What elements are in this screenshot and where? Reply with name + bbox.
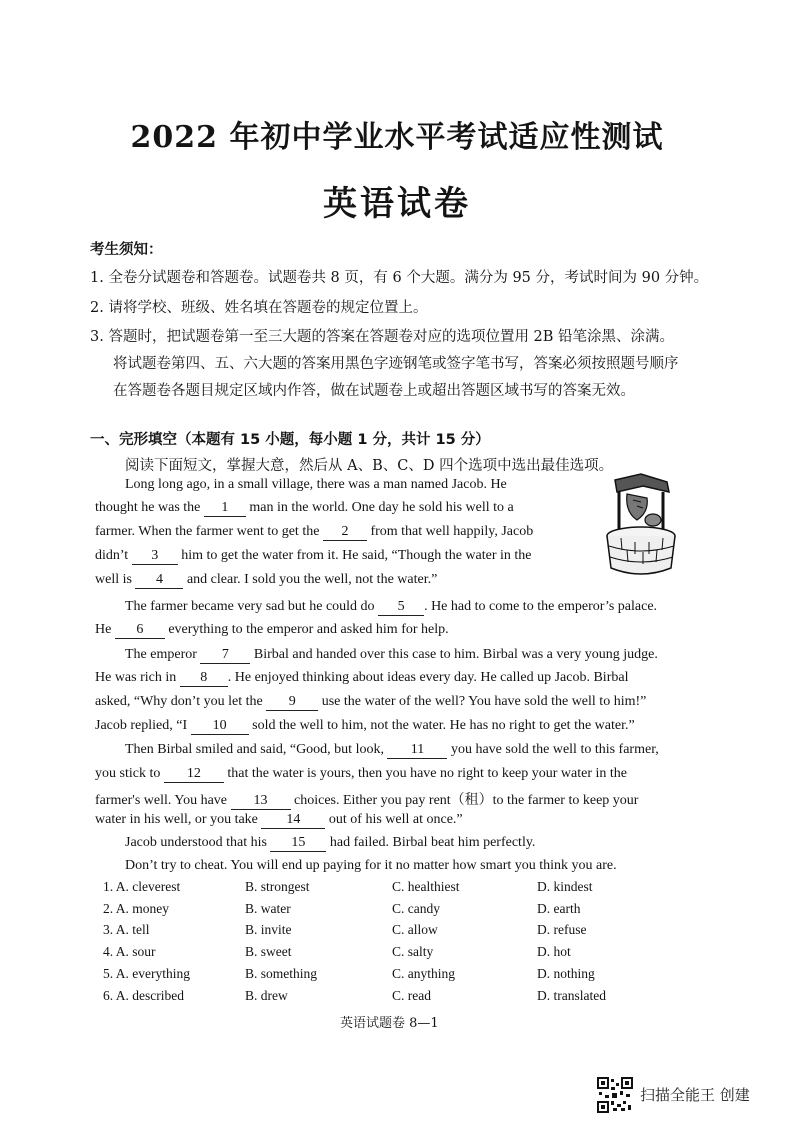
section-instruction: 阅读下面短文，掌握大意，然后从 A、B、C、D 四个选项中选出最佳选项。 [125,458,614,474]
passage-line-5: well is 4 and clear. I sold you the well, not the water.” [95,572,438,587]
passage-line-17: Don’t try to cheat. You will end up paying for it no matter how smart you think you are. [125,858,617,873]
passage-line-4: didn’t 3 him to get the water from it. He said, “Though the water in the [95,548,532,563]
notice-item-3: 3. 答题时，把试题卷第一至三大题的答案在答题卷对应的选项位置用 2B 铅笔涂黑、涂满。 [90,329,675,345]
passage-line-1: Long long ago, in a small village, there was a man named Jacob. He [125,477,507,492]
option-2c: C. candy [392,901,440,916]
option-3d: D. refuse [537,922,587,937]
blank-7: 7 [200,647,250,664]
notice-item-1: 1. 全卷分试题卷和答题卷。试题卷共 8 页，有 6 个大题。满分为 95 分，考试时间为 90 分钟。 [90,270,709,286]
option-6a: 6. A. described [103,988,184,1003]
qr-code-icon [597,1077,633,1113]
option-1b: B. strongest [245,879,310,894]
blank-2: 2 [323,524,367,541]
option-5c: C. anything [392,966,455,981]
passage-line-10: asked, “Why don’t you let the 9 use the water of the well? You have sold the well to him!” [95,694,647,709]
option-5b: B. something [245,966,318,981]
passage-line-7: He 6 everything to the emperor and asked him for help. [95,622,449,637]
passage-line-14: farmer's well. You have 13 choices. Either you pay rent（租）to the farmer to keep your [95,793,639,808]
option-4a: 4. A. sour [103,944,156,959]
blank-3: 3 [132,548,178,565]
notice-heading: 考生须知： [90,241,163,258]
option-3a: 3. A. tell [103,922,150,937]
blank-13: 13 [231,793,291,810]
option-6b: B. drew [245,988,288,1003]
option-1c: C. healthiest [392,879,460,894]
option-6c: C. read [392,988,431,1003]
passage-line-16: Jacob understood that his 15 had failed. Birbal beat him perfectly. [125,835,536,850]
blank-5: 5 [378,599,424,616]
passage-line-6: The farmer became very sad but he could do 5 . He had to come to the emperor’s palace. [125,599,658,614]
option-5a: 5. A. everything [103,966,190,981]
well-illustration [597,472,685,582]
blank-10: 10 [191,718,249,735]
passage-line-9: He was rich in 8 . He enjoyed thinking about ideas every day. He called up Jacob. Birbal [95,670,629,685]
option-4c: C. salty [392,944,434,959]
passage-line-8: The emperor 7 Birbal and handed over this case to him. Birbal was a very young judge. [125,647,658,662]
exam-title: 2022 年初中学业水平考试适应性测试 [130,120,664,155]
option-4b: B. sweet [245,944,292,959]
option-2a: 2. A. money [103,901,169,916]
exam-subtitle: 英语试卷 [323,184,471,224]
passage-line-2: thought he was the 1 man in the world. One day he sold his well to a [95,500,514,515]
blank-15: 15 [270,835,326,852]
blank-14: 14 [261,812,325,829]
blank-11: 11 [387,742,447,759]
blank-1: 1 [204,500,246,517]
blank-4: 4 [135,572,183,589]
option-5d: D. nothing [537,966,595,981]
passage-line-15: water in his well, or you take 14 out of his well at once.” [95,812,463,827]
passage-line-13: you stick to 12 that the water is yours, then you have no right to keep your water in the [95,766,628,781]
scanner-brand-label: 扫描全能王 创建 [640,1086,750,1104]
blank-9: 9 [266,694,318,711]
option-3b: B. invite [245,922,292,937]
passage-line-3: farmer. When the farmer went to get the 2 from that well happily, Jacob [95,524,534,539]
blank-12: 12 [164,766,224,783]
notice-item-3-cont2: 在答题卷各题目规定区域内作答，做在试题卷上或超出答题区域书写的答案无效。 [113,383,635,399]
option-3c: C. allow [392,922,438,937]
blank-6: 6 [115,622,165,639]
notice-item-2: 2. 请将学校、班级、姓名填在答题卷的规定位置上。 [90,300,428,316]
option-4d: D. hot [537,944,571,959]
option-2d: D. earth [537,901,581,916]
option-1d: D. kindest [537,879,593,894]
page-number-label: 英语试题卷 8—1 [340,1016,439,1031]
section-heading: 一、完形填空（本题有 15 小题，每小题 1 分，共计 15 分） [90,432,490,448]
option-1a: 1. A. cleverest [103,879,181,894]
passage-line-12: Then Birbal smiled and said, “Good, but look, 11 you have sold the well to this farmer, [125,742,659,757]
option-2b: B. water [245,901,291,916]
blank-8: 8 [180,670,228,687]
option-6d: D. translated [537,988,606,1003]
notice-item-3-cont1: 将试题卷第四、五、六大题的答案用黑色字迹钢笔或签字笔书写，答案必须按照题号顺序 [113,356,679,372]
passage-line-11: Jacob replied, “I 10 sold the well to him, not the water. He has no right to get the water.” [95,718,635,733]
